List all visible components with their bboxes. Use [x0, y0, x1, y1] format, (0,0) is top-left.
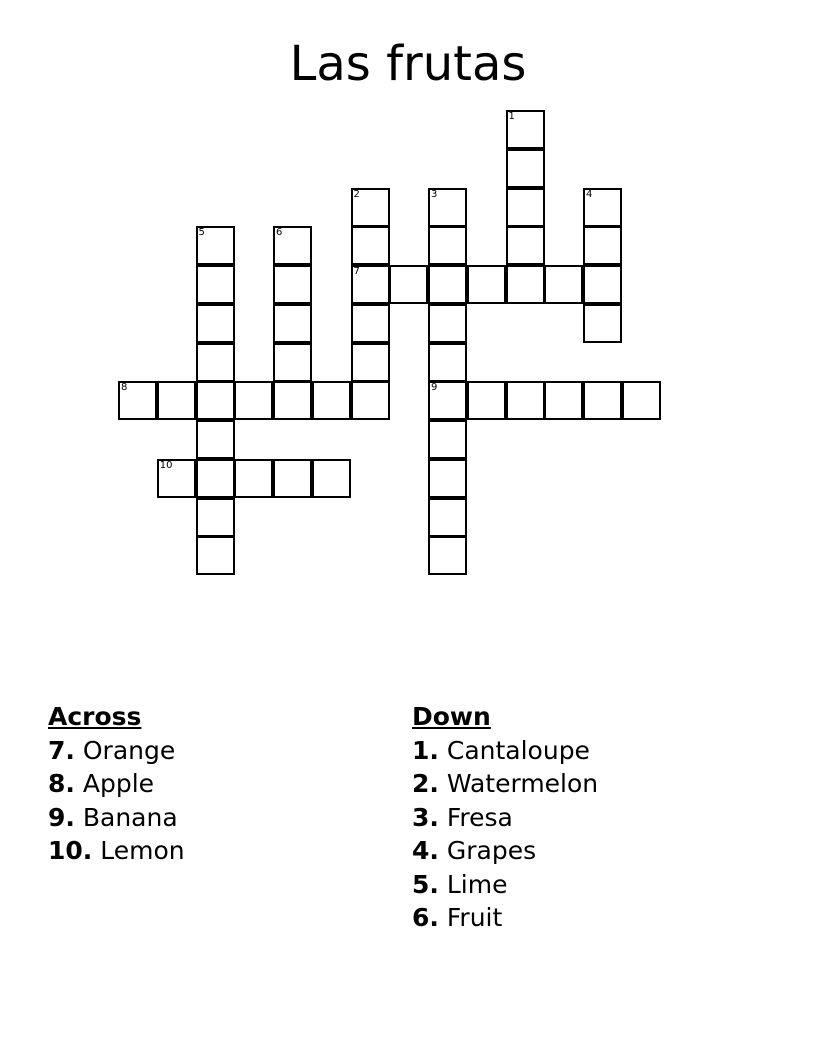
grid-cell[interactable]: [467, 381, 506, 420]
grid-cell[interactable]: [428, 420, 467, 459]
grid-cell[interactable]: [196, 536, 235, 575]
grid-cell[interactable]: [273, 459, 312, 498]
grid-cell[interactable]: [506, 381, 545, 420]
grid-cell[interactable]: [312, 381, 351, 420]
grid-cell[interactable]: [196, 498, 235, 537]
grid-cell[interactable]: [196, 226, 235, 265]
clue-number: 1.: [412, 735, 439, 765]
clue-number-label: 6: [276, 227, 283, 239]
grid-cell[interactable]: [389, 265, 428, 304]
clue-number-label: 1: [508, 111, 515, 122]
clue-number: 7.: [48, 735, 75, 765]
grid-cell[interactable]: [506, 149, 545, 188]
grid-cell[interactable]: [428, 265, 467, 304]
across-clues: [48, 700, 185, 868]
clue-down: [412, 734, 598, 768]
grid-cell[interactable]: [196, 343, 235, 382]
clue-text: Watermelon: [446, 769, 599, 798]
clue-text: Fruit: [446, 903, 503, 932]
page-title: Las frutas: [289, 36, 527, 92]
clue-down: [412, 834, 598, 868]
grid-cell[interactable]: [506, 265, 545, 304]
grid-cell[interactable]: [467, 265, 506, 304]
clue-text: Banana: [82, 802, 178, 832]
grid-cell[interactable]: [196, 304, 235, 343]
grid-cell[interactable]: [583, 381, 622, 420]
clue-number: 2.: [412, 769, 439, 798]
grid-cell[interactable]: [583, 304, 622, 343]
grid-cell[interactable]: [583, 226, 622, 265]
clue-number-label: 7: [353, 266, 360, 277]
clue-text: Apple: [82, 769, 155, 798]
grid-cell[interactable]: [312, 459, 351, 498]
down-heading: Down: [412, 702, 491, 731]
clue-number: 8.: [48, 769, 75, 798]
clue-across: [48, 834, 185, 868]
clue-text: Grapes: [446, 836, 537, 865]
across-heading: Across: [48, 702, 142, 731]
grid-cell[interactable]: [196, 381, 235, 420]
clue-text: Lemon: [100, 836, 185, 865]
grid-cell[interactable]: [428, 188, 467, 227]
grid-cell[interactable]: [428, 536, 467, 575]
grid-cell[interactable]: [196, 265, 235, 304]
grid-cell[interactable]: [234, 459, 273, 498]
grid-cell[interactable]: [351, 188, 390, 227]
grid-cell[interactable]: [118, 381, 157, 420]
grid-cell[interactable]: [351, 381, 390, 420]
clue-down: [412, 767, 598, 801]
grid-cell[interactable]: [428, 381, 467, 420]
grid-cell[interactable]: [273, 381, 312, 420]
grid-cell[interactable]: [273, 304, 312, 343]
clue-text: Lime: [446, 869, 508, 899]
grid-cell[interactable]: [234, 381, 273, 420]
grid-cell[interactable]: [428, 343, 467, 382]
clue-number-label: 2: [353, 188, 360, 200]
grid-cell[interactable]: [506, 110, 545, 149]
grid-cell[interactable]: [428, 304, 467, 343]
grid-cell[interactable]: [506, 226, 545, 265]
clue-across: [48, 767, 185, 801]
grid-cell[interactable]: [351, 265, 390, 304]
clue-number-label: 8: [121, 382, 128, 394]
grid-cell[interactable]: [583, 265, 622, 304]
grid-cell[interactable]: [351, 343, 390, 382]
clue-down: [412, 901, 598, 935]
clue-number-label: 4: [586, 188, 593, 200]
grid-cell[interactable]: [273, 265, 312, 304]
clue-number-label: 3: [431, 188, 438, 200]
grid-cell[interactable]: [196, 420, 235, 459]
clue-text: Fresa: [446, 802, 513, 832]
down-clues: [412, 700, 598, 935]
clue-number: 5.: [412, 869, 439, 899]
grid-cell[interactable]: [506, 188, 545, 227]
clue-number-label: 10: [159, 459, 173, 471]
clue-down: [412, 801, 598, 835]
grid-cell[interactable]: [351, 226, 390, 265]
grid-cell[interactable]: [157, 381, 196, 420]
clue-down: [412, 868, 598, 902]
grid-cell[interactable]: [428, 459, 467, 498]
grid-cell[interactable]: [544, 381, 583, 420]
grid-cell[interactable]: [157, 459, 196, 498]
grid-cell[interactable]: [273, 226, 312, 265]
grid-cell[interactable]: [428, 226, 467, 265]
clue-number: 9.: [48, 802, 75, 832]
clue-across: [48, 734, 185, 768]
clue-number: 10.: [48, 836, 93, 865]
clue-text: Cantaloupe: [446, 735, 590, 765]
clue-number: 3.: [412, 802, 439, 832]
grid-cell[interactable]: [583, 188, 622, 227]
clue-text: Orange: [82, 735, 176, 765]
clue-number: 4.: [412, 836, 439, 865]
grid-cell[interactable]: [544, 265, 583, 304]
clue-number-label: 5: [198, 227, 205, 239]
grid-cell[interactable]: [196, 459, 235, 498]
clue-number: 6.: [412, 903, 439, 932]
clue-across: [48, 801, 185, 835]
grid-cell[interactable]: [428, 498, 467, 537]
grid-cell[interactable]: [622, 381, 661, 420]
clue-number-label: 9: [431, 382, 438, 394]
grid-cell[interactable]: [351, 304, 390, 343]
grid-cell[interactable]: [273, 343, 312, 382]
